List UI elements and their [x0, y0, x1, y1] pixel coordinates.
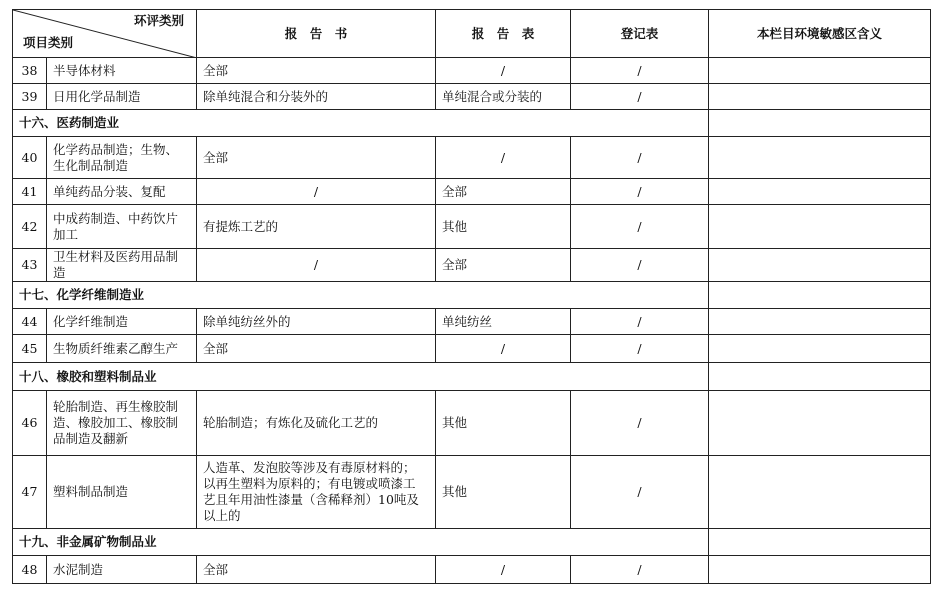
- section-title: 十六、医药制造业: [13, 110, 709, 137]
- table-row: [13, 391, 931, 456]
- table-row: [13, 335, 931, 363]
- table-row: [13, 456, 931, 529]
- project-name-line: 轮胎制造、再生橡胶制: [53, 399, 179, 414]
- registration-cell: /: [571, 335, 709, 363]
- row-number: 44: [13, 309, 47, 335]
- sensitive-area-cell: [709, 335, 931, 363]
- sensitive-area-cell: [709, 58, 931, 84]
- sensitive-area-cell: [709, 282, 931, 309]
- row-number: 39: [13, 84, 47, 110]
- sensitive-area-cell: [709, 456, 931, 529]
- report-book-cell: 除单纯纺丝外的: [197, 309, 436, 335]
- registration-cell: /: [571, 137, 709, 179]
- row-number: 38: [13, 58, 47, 84]
- section-row: [13, 363, 931, 391]
- sensitive-area-cell: [709, 529, 931, 556]
- report-form-cell: 其他: [436, 205, 571, 249]
- header-sensitive-area: 本栏目环境敏感区含义: [709, 10, 931, 58]
- sensitive-area-cell: [709, 556, 931, 584]
- header-report-book: 报 告 书: [197, 10, 436, 58]
- sensitive-area-cell: [709, 205, 931, 249]
- row-number: 41: [13, 179, 47, 205]
- registration-cell: /: [571, 84, 709, 110]
- report-book-cell: 有提炼工艺的: [197, 205, 436, 249]
- header-eia-category: 环评类别: [133, 13, 184, 28]
- row-number: 45: [13, 335, 47, 363]
- registration-cell: /: [571, 205, 709, 249]
- section-row: [13, 529, 931, 556]
- sensitive-area-cell: [709, 391, 931, 456]
- table-row: [13, 556, 931, 584]
- report-book-line: 艺且年用油性漆量（含稀释剂）10吨及: [203, 492, 419, 507]
- header-row: [13, 10, 931, 58]
- report-book-line: 以上的: [203, 508, 241, 523]
- report-book-cell: 全部: [197, 137, 436, 179]
- project-name-line: 中成药制造、中药饮片: [53, 210, 179, 226]
- registration-cell: /: [571, 456, 709, 529]
- row-number: 42: [13, 205, 47, 249]
- sensitive-area-cell: [709, 249, 931, 282]
- report-form-cell: /: [436, 335, 571, 363]
- table-row: [13, 179, 931, 205]
- table-row: [13, 309, 931, 335]
- report-form-cell: 全部: [436, 179, 571, 205]
- project-name: 日用化学品制造: [47, 84, 197, 110]
- table-row: [13, 205, 931, 249]
- report-book-cell: 全部: [197, 335, 436, 363]
- project-name: [47, 391, 197, 456]
- section-row: [13, 110, 931, 137]
- sensitive-area-cell: [709, 179, 931, 205]
- report-form-cell: 其他: [436, 391, 571, 456]
- project-name-line: 造、橡胶加工、橡胶制: [53, 415, 179, 430]
- header-diagonal-cell: [13, 10, 197, 58]
- report-book-line: 人造革、发泡胶等涉及有毒原材料的；: [203, 460, 416, 475]
- sensitive-area-cell: [709, 363, 931, 391]
- row-number: 47: [13, 456, 47, 529]
- registration-cell: /: [571, 179, 709, 205]
- table-row: [13, 84, 931, 110]
- row-number: 46: [13, 391, 47, 456]
- report-form-cell: 单纯混合或分装的: [436, 84, 571, 110]
- table-row: [13, 58, 931, 84]
- header-project-category: 项目类别: [23, 35, 74, 50]
- sensitive-area-cell: [709, 110, 931, 137]
- sensitive-area-cell: [709, 84, 931, 110]
- eia-category-table: [12, 9, 931, 584]
- report-book-cell: 全部: [197, 58, 436, 84]
- project-name: 单纯药品分装、复配: [47, 179, 197, 205]
- registration-cell: /: [571, 58, 709, 84]
- project-name: [47, 205, 197, 249]
- project-name: [47, 137, 197, 179]
- table-row: [13, 249, 931, 282]
- sensitive-area-cell: [709, 309, 931, 335]
- row-number: 48: [13, 556, 47, 584]
- report-book-cell: 轮胎制造；有炼化及硫化工艺的: [197, 391, 436, 456]
- report-book-cell: 除单纯混合和分装外的: [197, 84, 436, 110]
- report-form-cell: 单纯纺丝: [436, 309, 571, 335]
- project-name: 水泥制造: [47, 556, 197, 584]
- registration-cell: /: [571, 249, 709, 282]
- report-form-cell: 全部: [436, 249, 571, 282]
- project-name: 半导体材料: [47, 58, 197, 84]
- section-row: [13, 282, 931, 309]
- header-report-form: 报 告 表: [436, 10, 571, 58]
- project-name-line: 品制造及翻新: [53, 431, 129, 446]
- project-name: 塑料制品制造: [47, 456, 197, 529]
- report-book-line: 以再生塑料为原料的；有电镀或喷漆工: [203, 476, 416, 491]
- section-title: 十九、非金属矿物制品业: [13, 529, 709, 556]
- report-form-cell: /: [436, 58, 571, 84]
- project-name-line: 加工: [53, 226, 79, 242]
- sensitive-area-cell: [709, 137, 931, 179]
- report-book-cell: /: [197, 179, 436, 205]
- header-registration-form: 登记表: [571, 10, 709, 58]
- section-title: 十七、化学纤维制造业: [13, 282, 709, 309]
- project-name: 生物质纤维素乙醇生产: [47, 335, 197, 363]
- registration-cell: /: [571, 556, 709, 584]
- project-name: 化学纤维制造: [47, 309, 197, 335]
- row-number: 43: [13, 249, 47, 282]
- project-name-line: 生化制品制造: [53, 157, 129, 173]
- registration-cell: /: [571, 309, 709, 335]
- report-form-cell: /: [436, 137, 571, 179]
- report-form-cell: 其他: [436, 456, 571, 529]
- report-book-cell: /: [197, 249, 436, 282]
- registration-cell: /: [571, 391, 709, 456]
- report-book-cell: [197, 456, 436, 529]
- project-name-line: 化学药品制造；生物、: [53, 141, 179, 157]
- row-number: 40: [13, 137, 47, 179]
- table-row: [13, 137, 931, 179]
- section-title: 十八、橡胶和塑料制品业: [13, 363, 709, 391]
- report-form-cell: /: [436, 556, 571, 584]
- project-name: 卫生材料及医药用品制造: [47, 249, 197, 282]
- report-book-cell: 全部: [197, 556, 436, 584]
